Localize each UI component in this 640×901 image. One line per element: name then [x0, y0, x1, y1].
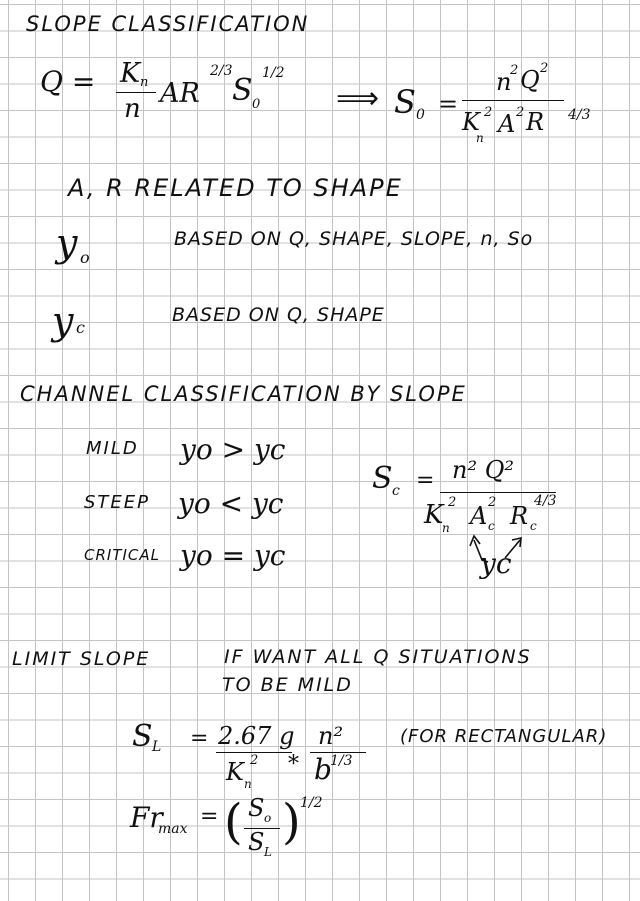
s0-den-a-exp: 2 — [516, 105, 525, 120]
fr-close-paren: ) — [282, 794, 301, 850]
yo-symbol: y — [56, 221, 78, 265]
s0-num-q: Q — [520, 66, 540, 94]
manning-r-exp: 2/3 — [210, 63, 233, 79]
mild-label: MILD — [86, 438, 139, 459]
channel-classification-title: CHANNEL CLASSIFICATION BY SLOPE — [20, 382, 467, 406]
limit-desc-line2: TO BE MILD — [222, 674, 353, 696]
s0-num-n: n — [496, 68, 512, 96]
sl-den1-k-exp: 2 — [250, 753, 259, 768]
yo-based-on: BASED ON Q, SHAPE, SLOPE, n, So — [174, 228, 534, 250]
sc-den-r-sub: c — [530, 519, 537, 533]
s0-lhs-sub: 0 — [416, 107, 425, 123]
sl-times: * — [288, 752, 299, 777]
fr-eq: = — [200, 804, 219, 829]
manning-n: n — [124, 94, 141, 124]
yo-subscript: o — [80, 248, 90, 267]
s0-den-r-exp: 4/3 — [568, 107, 591, 123]
sc-den-k-sub: n — [442, 521, 450, 535]
s0-lhs: S — [394, 83, 416, 121]
manning-lhs: Q = — [40, 65, 96, 98]
manning-ar: AR — [160, 78, 200, 109]
s0-den-k: K — [462, 108, 480, 136]
sl-lhs-sub: L — [152, 739, 162, 755]
sl-den1-k-sub: n — [244, 777, 252, 791]
manning-s-sub: 0 — [252, 97, 261, 112]
sc-den-a-exp: 2 — [488, 495, 497, 510]
critical-relation: yo = yc — [180, 539, 286, 572]
s0-den-k-sub: n — [476, 131, 484, 145]
sc-yc-note: yc — [480, 547, 512, 580]
sc-den-r: R — [510, 502, 529, 530]
sc-lhs-sub: c — [392, 483, 400, 499]
fr-lhs-sub: max — [158, 821, 188, 837]
sl-rectangular-note: (FOR RECTANGULAR) — [400, 726, 608, 747]
manning-s: S — [232, 73, 253, 108]
sl-den2-exp: 1/3 — [330, 753, 353, 769]
s0-num-q-exp: 2 — [540, 61, 549, 76]
sc-den-a: A — [470, 502, 488, 530]
sc-eq: = — [416, 468, 435, 493]
yc-arrow-right-head — [512, 538, 521, 547]
critical-label: CRITICAL — [84, 546, 160, 564]
sl-lhs: S — [132, 719, 153, 754]
sc-den-a-sub: c — [488, 519, 495, 533]
limit-desc-line1: IF WANT ALL Q SITUATIONS — [224, 646, 532, 668]
manning-k-sub: n — [140, 75, 149, 90]
fr-num-s: S — [248, 794, 265, 822]
fr-den-s: S — [248, 828, 265, 856]
ar-related-line: A, R RELATED TO SHAPE — [68, 174, 403, 202]
implies-arrow: ⟹ — [336, 81, 380, 116]
sc-den-k-exp: 2 — [448, 495, 457, 510]
s0-den-r: R — [526, 108, 545, 136]
sl-den2: b — [314, 753, 332, 786]
s0-num-n-exp: 2 — [510, 63, 519, 78]
slope-classification-title: SLOPE CLASSIFICATION — [26, 12, 310, 36]
sc-numerator: n² Q² — [452, 456, 515, 484]
yc-symbol: y — [52, 299, 74, 343]
sc-lhs: S — [372, 461, 393, 496]
steep-label: STEEP — [84, 492, 151, 513]
sl-eq: = — [190, 726, 209, 751]
s0-den-k-exp: 2 — [484, 105, 493, 120]
s0-den-a: A — [498, 110, 516, 138]
s0-eq: = — [438, 90, 459, 118]
sl-num2: n² — [318, 722, 344, 750]
limit-slope-title: LIMIT SLOPE — [12, 648, 151, 670]
mild-relation: yo > yc — [180, 433, 286, 466]
fr-open-paren: ( — [224, 794, 243, 850]
steep-relation: yo < yc — [178, 487, 284, 520]
sl-num1: 2.67 g — [218, 722, 295, 750]
sc-den-r-exp: 4/3 — [534, 493, 557, 509]
yc-subscript: c — [76, 318, 85, 337]
manning-s-exp: 1/2 — [262, 65, 285, 81]
fr-den-sub: L — [264, 845, 272, 859]
sl-den1-k: K — [226, 758, 244, 786]
fr-lhs: Fr — [130, 801, 163, 834]
sc-den-k: K — [424, 500, 444, 530]
manning-k: K — [120, 58, 141, 89]
fr-num-sub: o — [264, 811, 272, 825]
yc-based-on: BASED ON Q, SHAPE — [172, 304, 385, 326]
fr-exp: 1/2 — [300, 795, 323, 811]
